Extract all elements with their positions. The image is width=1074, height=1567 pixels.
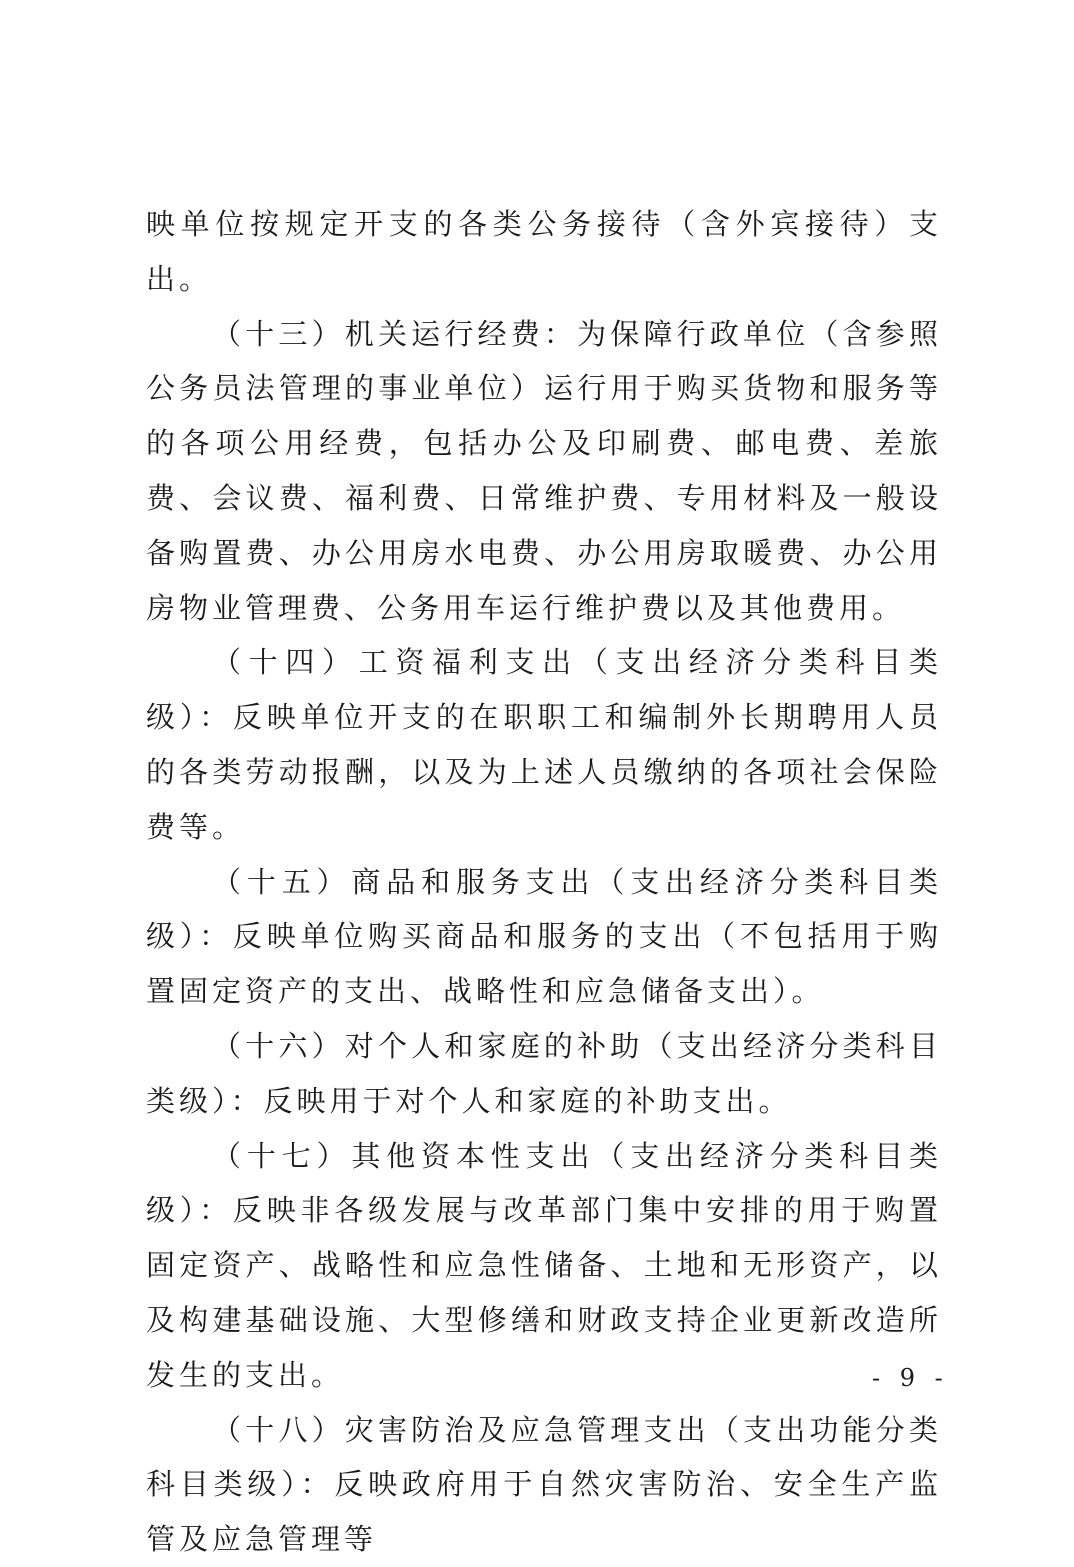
paragraph-item-17: （十七）其他资本性支出（支出经济分类科目类级）：反映非各级发展与改革部门集中安排的用于购置固定资产、战略性和应急性储备、土地和无形资产，以及构建基础设施、大型修缮和财政支持企业更新改造所发生的支出。 xyxy=(146,1138,942,1392)
paragraph-item-13: （十三）机关运行经费：为保障行政单位（含参照公务员法管理的事业单位）运行用于购买货物和服务等的各项公用经费，包括办公及印刷费、邮电费、差旅费、会议费、福利费、日常维护费、专用材料及一般设备购置费、办公用房水电费、办公用房取暖费、办公用房物业管理费、公务用车运行维护费以及其他费用。 xyxy=(146,316,942,625)
page-number: - 9 - xyxy=(872,1364,949,1392)
paragraph-continuation: 映单位按规定开支的各类公务接待（含外宾接待）支出。 xyxy=(146,207,942,296)
paragraph-item-16: （十六）对个人和家庭的补助（支出经济分类科目类级）：反映用于对个人和家庭的补助支出。 xyxy=(146,1028,942,1118)
paragraph-item-15: （十五）商品和服务支出（支出经济分类科目类级）：反映单位购买商品和服务的支出（不包括用于购置固定资产的支出、战略性和应急储备支出）。 xyxy=(146,864,942,1009)
paragraph-item-14: （十四）工资福利支出（支出经济分类科目类级）：反映单位开支的在职职工和编制外长期聘用人员的各类劳动报酬，以及为上述人员缴纳的各项社会保险费等。 xyxy=(146,645,942,844)
paragraph-item-18: （十八）灾害防治及应急管理支出（支出功能分类科目类级）：反映政府用于自然灾害防治、安全生产监管及应急管理等 xyxy=(146,1412,942,1557)
document-body xyxy=(146,197,942,1567)
